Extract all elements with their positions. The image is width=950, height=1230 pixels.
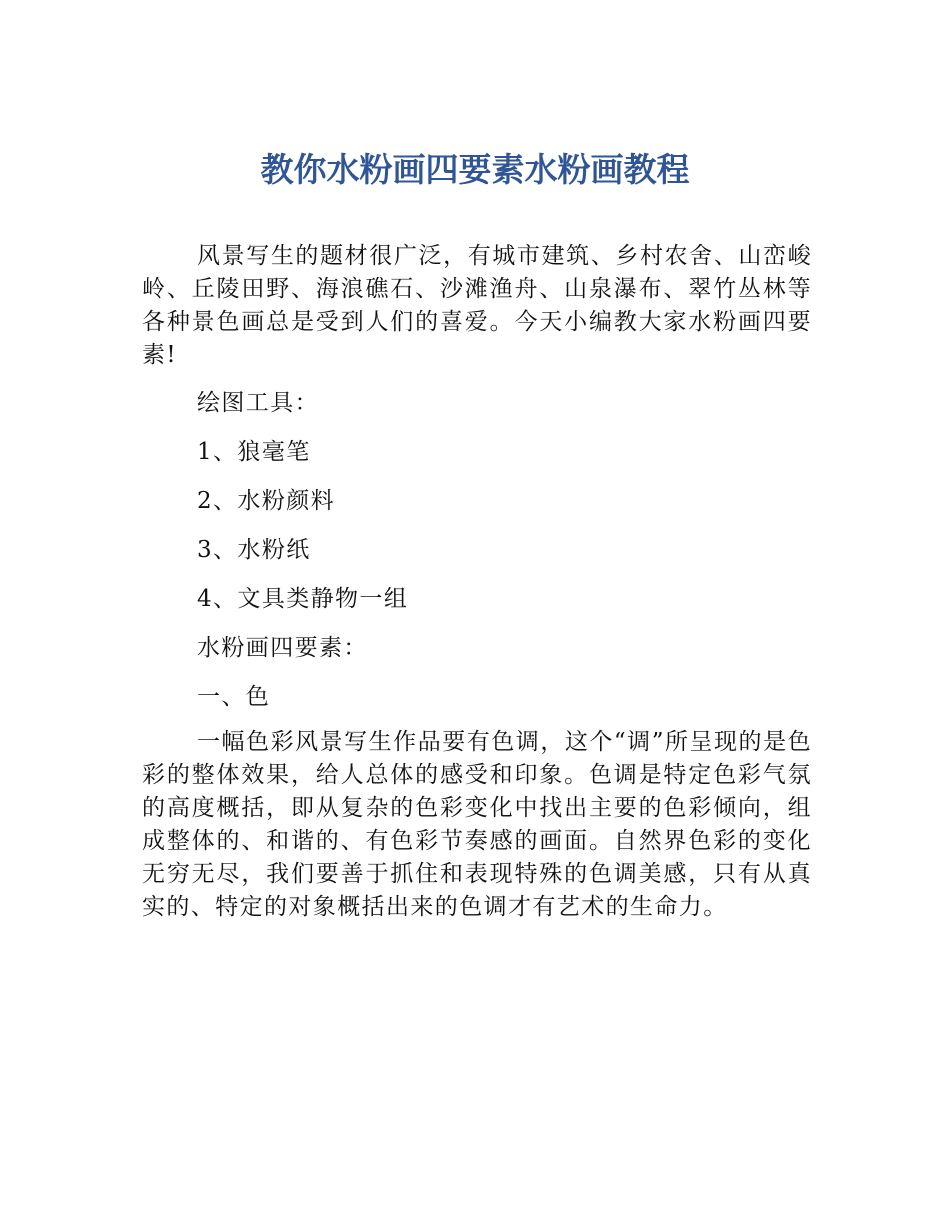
- elements-heading: [142, 632, 812, 665]
- tool-item-1: 1、狼毫笔: [197, 439, 311, 465]
- intro-text: 风景写生的题材很广泛，有城市建筑、乡村农舍、山峦峻岭、丘陵田野、海浪礁石、沙滩渔舟、山泉瀑布、翠竹丛林等各种景色画总是受到人们的喜爱。今天小编教大家水粉画四要素!: [142, 243, 812, 368]
- section-one-heading: [142, 681, 812, 714]
- list-item: [142, 534, 812, 567]
- tools-heading: [142, 387, 812, 420]
- elements-heading-text: 水粉画四要素：: [197, 635, 368, 661]
- list-item: [142, 583, 812, 616]
- section-one-text: 一幅色彩风景写生作品要有色调，这个“调”所呈现的是色彩的整体效果，给人总体的感受和印象。色调是特定色彩气氛的高度概括，即从复杂的色彩变化中找出主要的色彩倾向，组成整体的、和谐的、有色彩节奏感的画面。自然界色彩的变化无穷无尽，我们要善于抓住和表现特殊的色调美感，只有从真实的、特定的对象概括出来的色调才有艺术的生命力。: [142, 729, 812, 920]
- intro-paragraph: [142, 240, 812, 372]
- list-item: [142, 436, 812, 469]
- tool-item-2: 2、水粉颜料: [197, 488, 336, 514]
- document-title: 教你水粉画四要素水粉画教程: [260, 150, 690, 189]
- section-one-paragraph: [142, 726, 812, 924]
- tools-heading-text: 绘图工具：: [197, 390, 319, 416]
- tool-item-3: 3、水粉纸: [197, 537, 311, 563]
- section-one-heading-text: 一、色: [197, 684, 271, 710]
- tool-item-4: 4、文具类静物一组: [197, 586, 409, 612]
- list-item: [142, 485, 812, 518]
